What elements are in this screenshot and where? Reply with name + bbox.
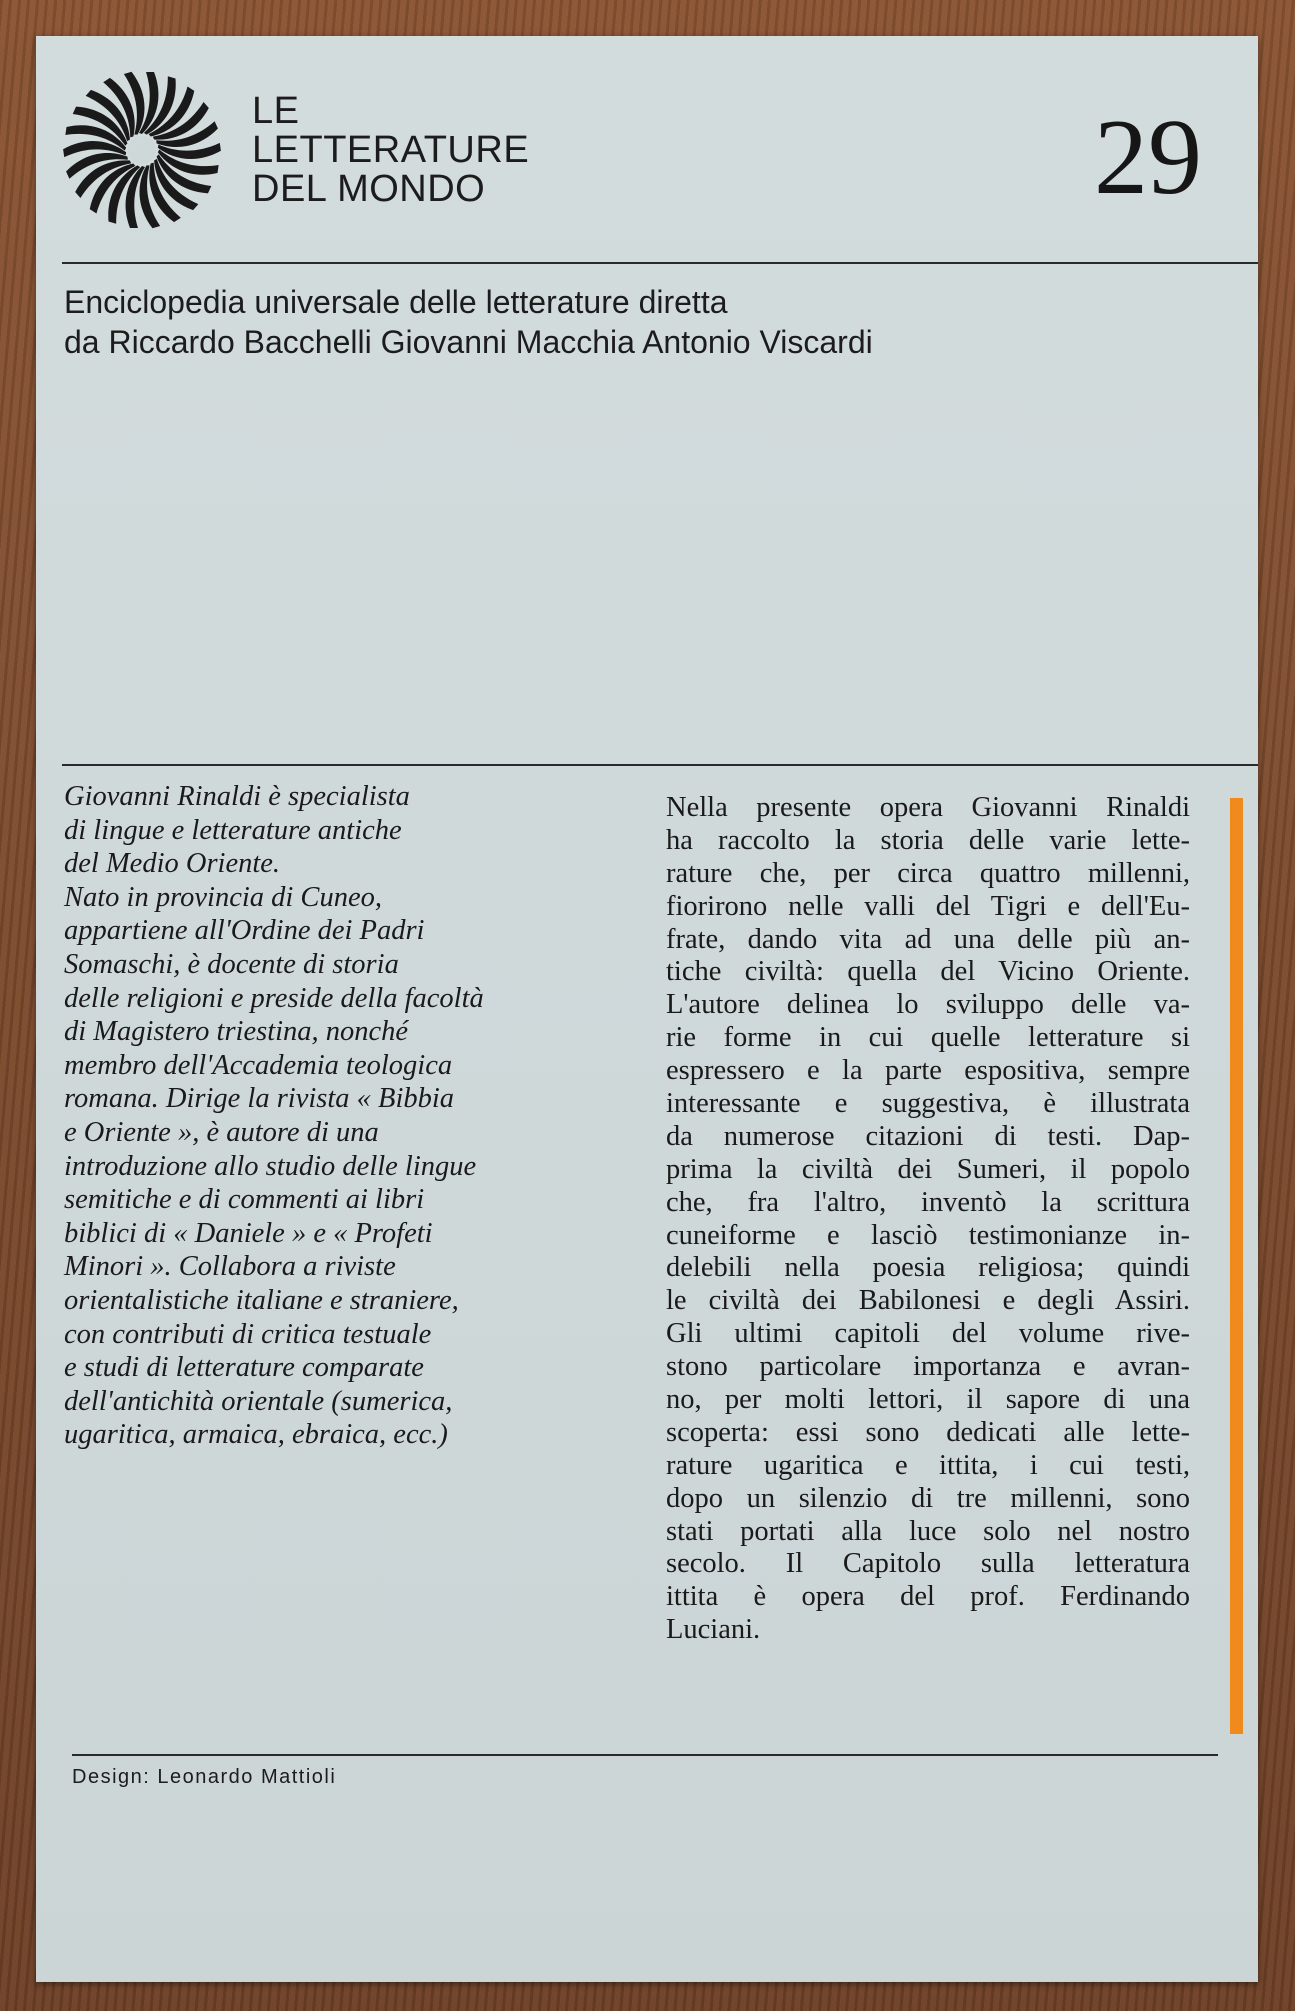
bio-line: orientalistiche italiane e straniere, (64, 1284, 459, 1316)
description-line: cuneiforme e lasciò testimonianze in- (666, 1219, 1190, 1251)
encyclopedia-line: Enciclopedia universale delle letterature diretta (64, 284, 728, 320)
bio-line: Minori ». Collabora a riviste (64, 1251, 396, 1283)
bio-line: del Medio Oriente. (64, 848, 281, 880)
description-line: interessante e suggestiva, è illustrata (666, 1088, 1190, 1120)
volume-number: 29 (1094, 98, 1202, 217)
description-line: no, per molti lettori, il sapore di una (666, 1384, 1190, 1416)
description-line: che, fra l'altro, inventò la scrittura (666, 1186, 1190, 1218)
middle-divider (62, 764, 1258, 766)
description-line: rature che, per circa quattro millenni, (666, 857, 1190, 889)
bio-line: di Magistero triestina, nonché (64, 1016, 409, 1048)
bottom-divider (72, 1754, 1218, 1756)
description-line: dopo un silenzio di tre millenni, sono (666, 1482, 1190, 1514)
bio-line: introduzione allo studio delle lingue (64, 1150, 477, 1182)
description-line: ittita è opera del prof. Ferdinando (666, 1581, 1190, 1613)
book-description (666, 792, 1190, 1647)
series-title-line: LE (252, 90, 300, 132)
description-line: frate, dando vita ad una delle più an- (666, 923, 1190, 955)
bio-line: e studi di letterature comparate (64, 1352, 424, 1384)
description-line: fiorirono nelle valli del Tigri e dell'Eu- (666, 890, 1190, 922)
bio-line: semitiche e di commenti ai libri (64, 1184, 425, 1216)
description-line: le civiltà dei Babilonesi e degli Assiri. (666, 1285, 1190, 1317)
book-back-cover (36, 36, 1258, 1982)
description-line: rature ugaritica e ittita, i cui testi, (666, 1449, 1190, 1481)
bio-line: di lingue e letterature antiche (64, 814, 402, 846)
encyclopedia-subtitle (64, 282, 873, 362)
description-line: prima la civiltà dei Sumeri, il popolo (666, 1153, 1190, 1185)
bio-line: membro dell'Accademia teologica (64, 1049, 453, 1081)
description-line: ha raccolto la storia delle varie lette- (666, 824, 1190, 856)
series-title-line: LETTERATURE (252, 129, 530, 171)
description-line: stati portati alla luce solo nel nostro (666, 1515, 1190, 1547)
bio-line: e Oriente », è autore di una (64, 1116, 379, 1148)
series-title-line: DEL MONDO (252, 168, 486, 210)
accent-bar (1230, 798, 1243, 1734)
description-line: Nella presente opera Giovanni Rinaldi (666, 792, 1190, 823)
series-title (252, 92, 529, 209)
bio-line: ugaritica, armaica, ebraica, ecc.) (64, 1419, 448, 1451)
top-divider (62, 262, 1258, 264)
description-line: espressero e la parte espositiva, sempre (666, 1055, 1190, 1087)
description-line: tiche civiltà: quella del Vicino Oriente. (666, 956, 1190, 988)
bio-line: Somaschi, è docente di storia (64, 948, 399, 980)
bio-line: con contributi di critica testuale (64, 1318, 432, 1350)
description-line: scoperta: essi sono dedicati alle lette- (666, 1416, 1190, 1448)
bio-line: dell'antichità orientale (sumerica, (64, 1385, 453, 1417)
description-line: stono particolare importanza e avran- (666, 1351, 1190, 1383)
spiral-sun-icon (62, 70, 222, 230)
description-line: L'autore delinea lo sviluppo delle va- (666, 989, 1190, 1021)
encyclopedia-line: da Riccardo Bacchelli Giovanni Macchia Antonio Viscardi (64, 324, 873, 360)
design-credit: Design: Leonardo Mattioli (72, 1766, 337, 1788)
bio-line: biblici di « Daniele » e « Profeti (64, 1217, 433, 1249)
bio-line: Giovanni Rinaldi è specialista (64, 781, 410, 812)
description-line: da numerose citazioni di testi. Dap- (666, 1120, 1190, 1152)
description-line: Luciani. (666, 1614, 761, 1646)
bio-line: Nato in provincia di Cuneo, (64, 881, 382, 913)
bio-line: delle religioni e preside della facoltà (64, 982, 484, 1014)
author-bio (64, 780, 624, 1452)
description-line: Gli ultimi capitoli del volume rive- (666, 1318, 1190, 1350)
description-line: rie forme in cui quelle letterature si (666, 1022, 1190, 1054)
bio-line: romana. Dirige la rivista « Bibbia (64, 1083, 455, 1115)
description-line: secolo. Il Capitolo sulla letteratura (666, 1548, 1190, 1580)
bio-line: appartiene all'Ordine dei Padri (64, 915, 425, 947)
description-line: delebili nella poesia religiosa; quindi (666, 1252, 1190, 1284)
